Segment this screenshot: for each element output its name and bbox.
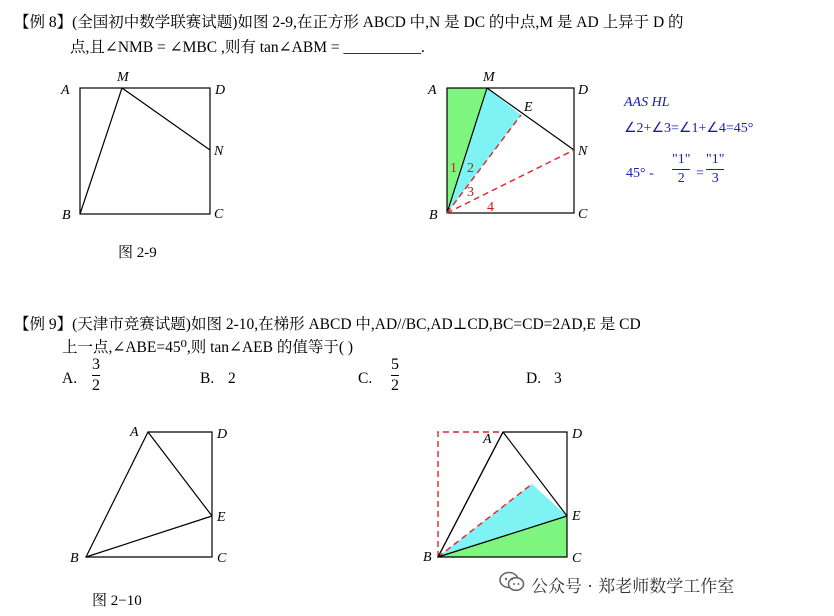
caption-2-10: 图 2−10 [92,593,142,609]
ex8-line1: 【例 8】(全国初中数学联赛试题)如图 2-9,在正方形 ABCD 中,N 是 DC 的中点,M 是 AD 上异于 D 的 [14,14,684,31]
segment-mn [122,88,210,150]
option-c-fraction [391,356,399,395]
segment-ae [148,432,212,516]
note-fraction-2-num: "1" [706,152,725,167]
angle-4: 4 [487,200,494,215]
figure-2-10-right [423,427,582,566]
label-b-4: B [423,550,432,565]
option-c-den: 2 [391,377,399,394]
label-a-4: A [483,432,492,447]
note-fraction-1-num: "1" [672,152,691,167]
label-d-4: D [572,427,583,442]
option-a-den: 2 [92,377,100,394]
note-aas-hl: AAS HL [624,95,670,110]
label-c-3: C [217,551,227,566]
label-m: M [117,70,129,85]
label-a-2: A [428,83,437,98]
label-a-3: A [130,425,139,440]
note-fraction-1-den: 2 [677,171,685,186]
label-e-4: E [572,509,581,524]
note-fraction-2-den: 3 [711,171,719,186]
label-d: D [215,83,226,98]
label-b-2: B [429,208,438,223]
label-e-3: E [217,510,226,525]
caption-2-9: 图 2-9 [118,245,157,261]
angle-3: 3 [467,185,474,200]
ex9-line1: 【例 9】(天津市竞赛试题)如图 2-10,在梯形 ABCD 中,AD//BC,AD⊥CD,BC=CD=2AD,E 是 CD [14,316,641,333]
option-a-num: 3 [92,356,100,373]
option-b-value: 2 [228,370,236,387]
option-a-fraction [92,356,100,395]
option-d-label: D. [526,370,542,387]
note-45-minus: 45° - [626,166,654,181]
figure-2-10-left [70,425,227,566]
label-n: N [214,144,224,159]
figure-2-9-right [427,70,588,223]
label-b-3: B [70,551,79,566]
label-c-2: C [578,207,588,222]
option-d-value: 3 [554,370,562,387]
ex9-line2: 上一点,∠ABE=45⁰,则 tan∠AEB 的值等于( ) [62,339,354,356]
label-m-2: M [483,70,495,85]
option-b-label: B. [200,370,215,387]
segment-be [86,516,212,557]
label-c-4: C [572,551,582,566]
label-n-2: N [578,144,588,159]
note-angle-sum: ∠2+∠3=∠1+∠4=45° [624,121,754,136]
option-c-label: C. [358,370,373,387]
note-fraction-2 [706,152,724,187]
label-d-2: D [578,83,589,98]
note-fraction-1 [672,152,690,187]
note-equals: = [696,166,704,181]
wechat-icon [499,571,525,593]
angle-1: 1 [450,161,457,176]
label-d-3: D [217,427,228,442]
watermark-text: 公众号 · 郑老师数学工作室 [531,577,735,597]
option-c-num: 5 [391,356,399,373]
option-a-label: A. [62,370,78,387]
label-b: B [62,208,71,223]
square-abcd [80,88,210,214]
label-c: C [214,207,224,222]
label-e-2: E [524,100,533,115]
angle-2: 2 [467,161,474,176]
segment-bm [80,88,122,214]
ex8-line2: 点,且∠NMB = ∠MBC ,则有 tan∠ABM = __________. [70,39,425,56]
label-a: A [61,83,70,98]
figure-2-9-left [60,70,225,223]
trapezoid-abcd [86,432,212,557]
